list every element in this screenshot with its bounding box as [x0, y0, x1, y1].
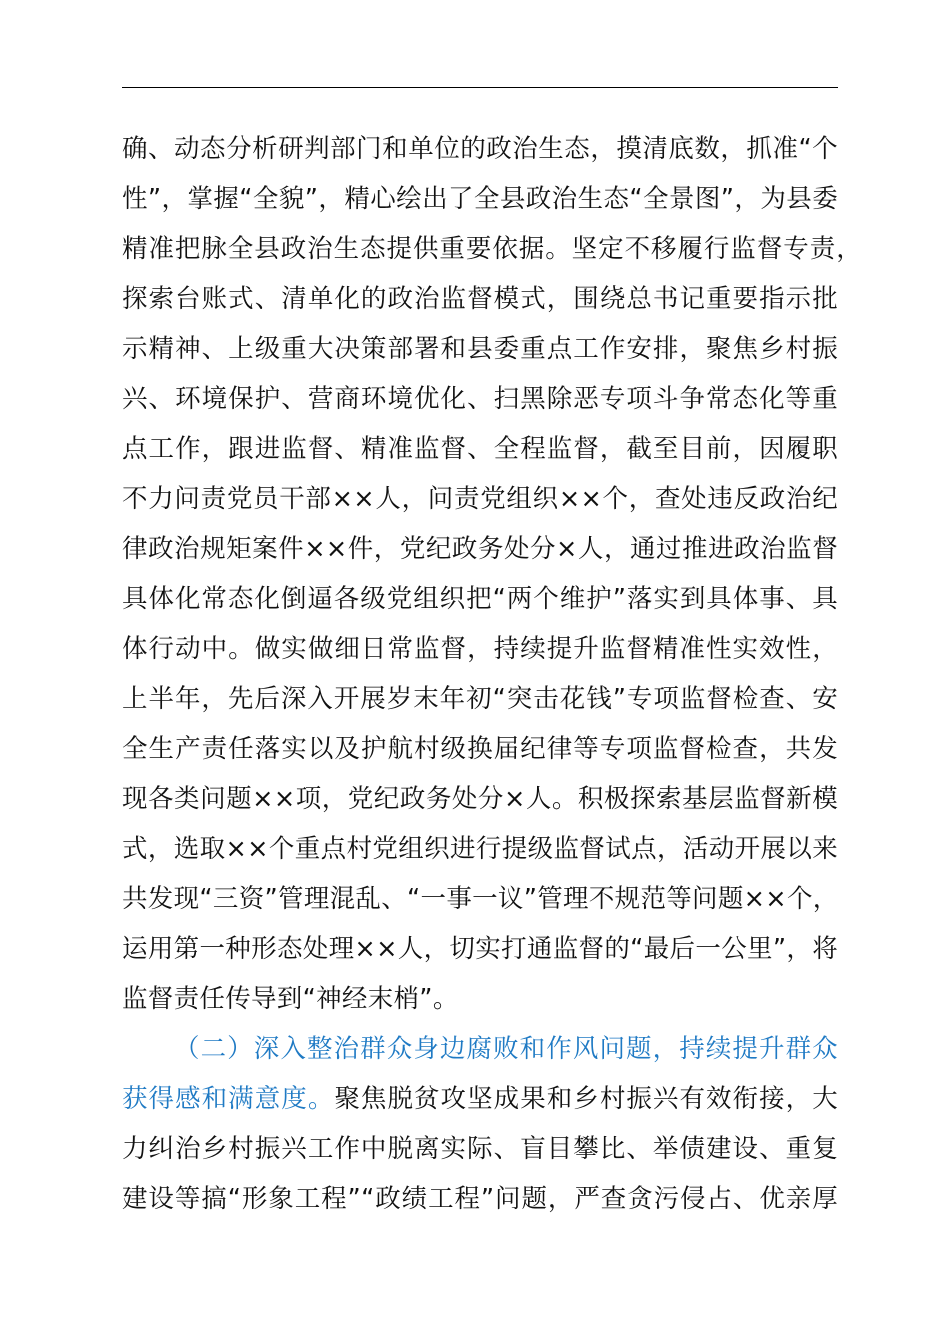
paragraph-line: 具体化常态化倒逼各级党组织把“两个维护”落实到具体事、具 [122, 584, 838, 614]
paragraph-line: 兴、环境保护、营商环境优化、扫黑除恶专项斗争常态化等重 [122, 384, 838, 414]
section-body-start: 聚焦脱贫攻坚成果和乡村振兴有效衔接，大 [334, 1084, 839, 1114]
paragraph-line: 式，选取××个重点村党组织进行提级监督试点，活动开展以来 [122, 834, 838, 864]
paragraph-line: 示精神、上级重大决策部署和县委重点工作安排，聚焦乡村振 [122, 334, 838, 364]
paragraph-line: 共发现“三资”管理混乱、“一事一议”管理不规范等问题××个， [122, 884, 839, 914]
paragraph-line: 探索台账式、清单化的政治监督模式，围绕总书记重要指示批 [122, 284, 838, 314]
paragraph-line: 精准把脉全县政治生态提供重要依据。坚定不移履行监督专责， [122, 234, 862, 264]
document-body [122, 124, 862, 1224]
paragraph-line: 力纠治乡村振兴工作中脱离实际、盲目攀比、举债建设、重复 [122, 1134, 838, 1164]
paragraph-line: 全生产责任落实以及护航村级换届纪律等专项监督检查，共发 [122, 734, 838, 764]
paragraph-line: 运用第一种形态处理××人，切实打通监督的“最后一公里”，将 [122, 934, 838, 964]
paragraph-line: 上半年，先后深入开展岁末年初“突击花钱”专项监督检查、安 [122, 684, 838, 714]
section-heading-tail: 获得感和满意度。 [122, 1084, 335, 1114]
paragraph-line: 性”，掌握“全貌”，精心绘出了全县政治生态“全景图”，为县委 [122, 184, 838, 214]
section-heading: （二）深入整治群众身边腐败和作风问题，持续提升群众 [174, 1034, 838, 1064]
section-heading-continuation [122, 1074, 838, 1124]
paragraph-line: 体行动中。做实做细日常监督，持续提升监督精准性实效性， [122, 634, 838, 664]
paragraph-line: 现各类问题××项，党纪政务处分×人。积极探索基层监督新模 [122, 784, 838, 814]
paragraph-line: 不力问责党员干部××人，问责党组织××个，查处违反政治纪 [122, 484, 838, 514]
paragraph-line: 律政治规矩案件××件，党纪政务处分×人，通过推进政治监督 [122, 534, 838, 564]
paragraph-line: 点工作，跟进监督、精准监督、全程监督，截至目前，因履职 [122, 434, 838, 464]
paragraph-line: 建设等搞“形象工程”“政绩工程”问题，严查贪污侵占、优亲厚 [122, 1184, 838, 1214]
paragraph-line: 监督责任传导到“神经末梢”。 [122, 984, 459, 1014]
header-rule [122, 87, 838, 88]
paragraph-line: 确、动态分析研判部门和单位的政治生态，摸清底数，抓准“个 [122, 134, 838, 164]
